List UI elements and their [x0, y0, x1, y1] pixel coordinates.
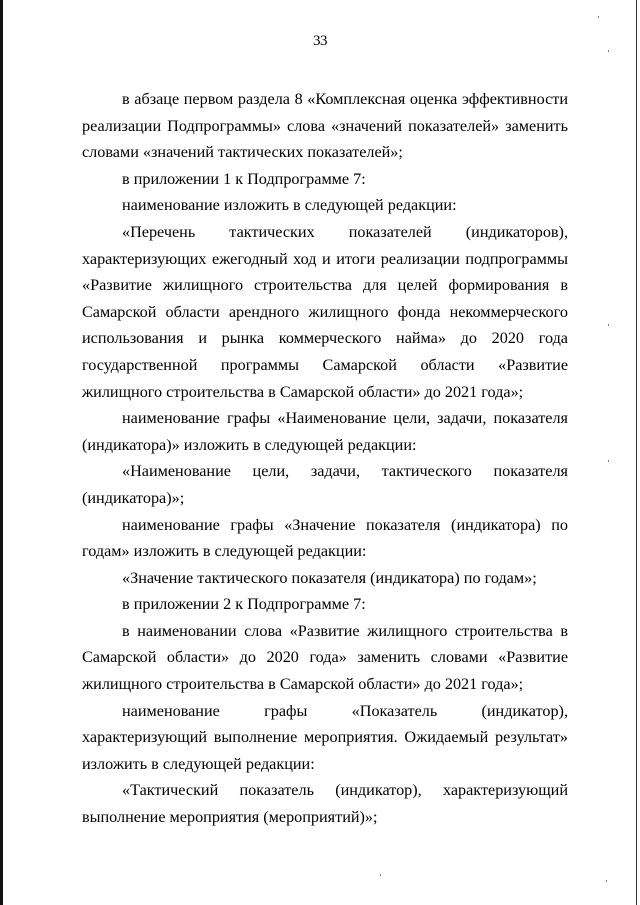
- scan-artifact: [608, 50, 609, 52]
- scan-artifact: [598, 16, 599, 18]
- paragraph-indicator-column-change: наименование графы «Показатель (индикатор), характеризующий выполнение мероприятия. Ожидаемый результат» изложить в следующей редакции:: [82, 701, 568, 773]
- scan-right-edge: [636, 0, 637, 905]
- paragraph-new-column-name: «Наименование цели, задачи, тактического показателя (индикатора)»;: [82, 462, 568, 507]
- scan-artifact: [606, 880, 607, 882]
- paragraph-column-name-change: наименование графы «Наименование цели, задачи, показателя (индикатора)» изложить в следующей редакции:: [82, 409, 568, 454]
- paragraph-appendix2-title-change: в наименовании слова «Развитие жилищного строительства в Самарской области» до 2020 года» заменить словами «Развитие жилищного строительства в Самарской области» до 2021 года»;: [82, 621, 568, 694]
- scan-artifact: [608, 460, 609, 462]
- scan-artifact: [608, 324, 609, 326]
- scan-left-edge: [0, 0, 3, 905]
- paragraph-section8-amendment: в абзаце первом раздела 8 «Комплексная оценка эффективности реализации Подпрограммы» слова «значений показателей» заменить словами «значений тактических показателей»;: [82, 90, 568, 162]
- paragraph-column-values-change: наименование графы «Значение показателя (индикатора) по годам» изложить в следующей редакции:: [82, 515, 568, 561]
- paragraph-appendix2-intro: в приложении 2 к Подпрограмме 7:: [122, 595, 366, 614]
- paragraph-new-column-values: «Значение тактического показателя (индикатора) по годам»;: [122, 568, 537, 587]
- scan-artifact: [380, 874, 381, 876]
- paragraph-new-indicator-column: «Тактический показатель (индикатор), характеризующий выполнение мероприятия (мероприятий)»;: [82, 781, 568, 827]
- paragraph-appendix1-intro: в приложении 1 к Подпрограмме 7:: [122, 169, 366, 188]
- paragraph-title-change-intro: наименование изложить в следующей редакции:: [122, 196, 457, 215]
- paragraph-new-title: «Перечень тактических показателей (индикаторов), характеризующих ежегодный ход и итоги реализации подпрограммы «Развитие жилищного строительства для целей формирования в Самарской области арендного жилищного фонда некоммерческого использования и рынка коммерческого найма» до 2020 года государственной программы Самарской области «Развитие жилищного строительства в Самарской области» до 2021 года»;: [82, 222, 568, 401]
- document-body: [82, 86, 568, 831]
- page-number: 33: [313, 33, 327, 49]
